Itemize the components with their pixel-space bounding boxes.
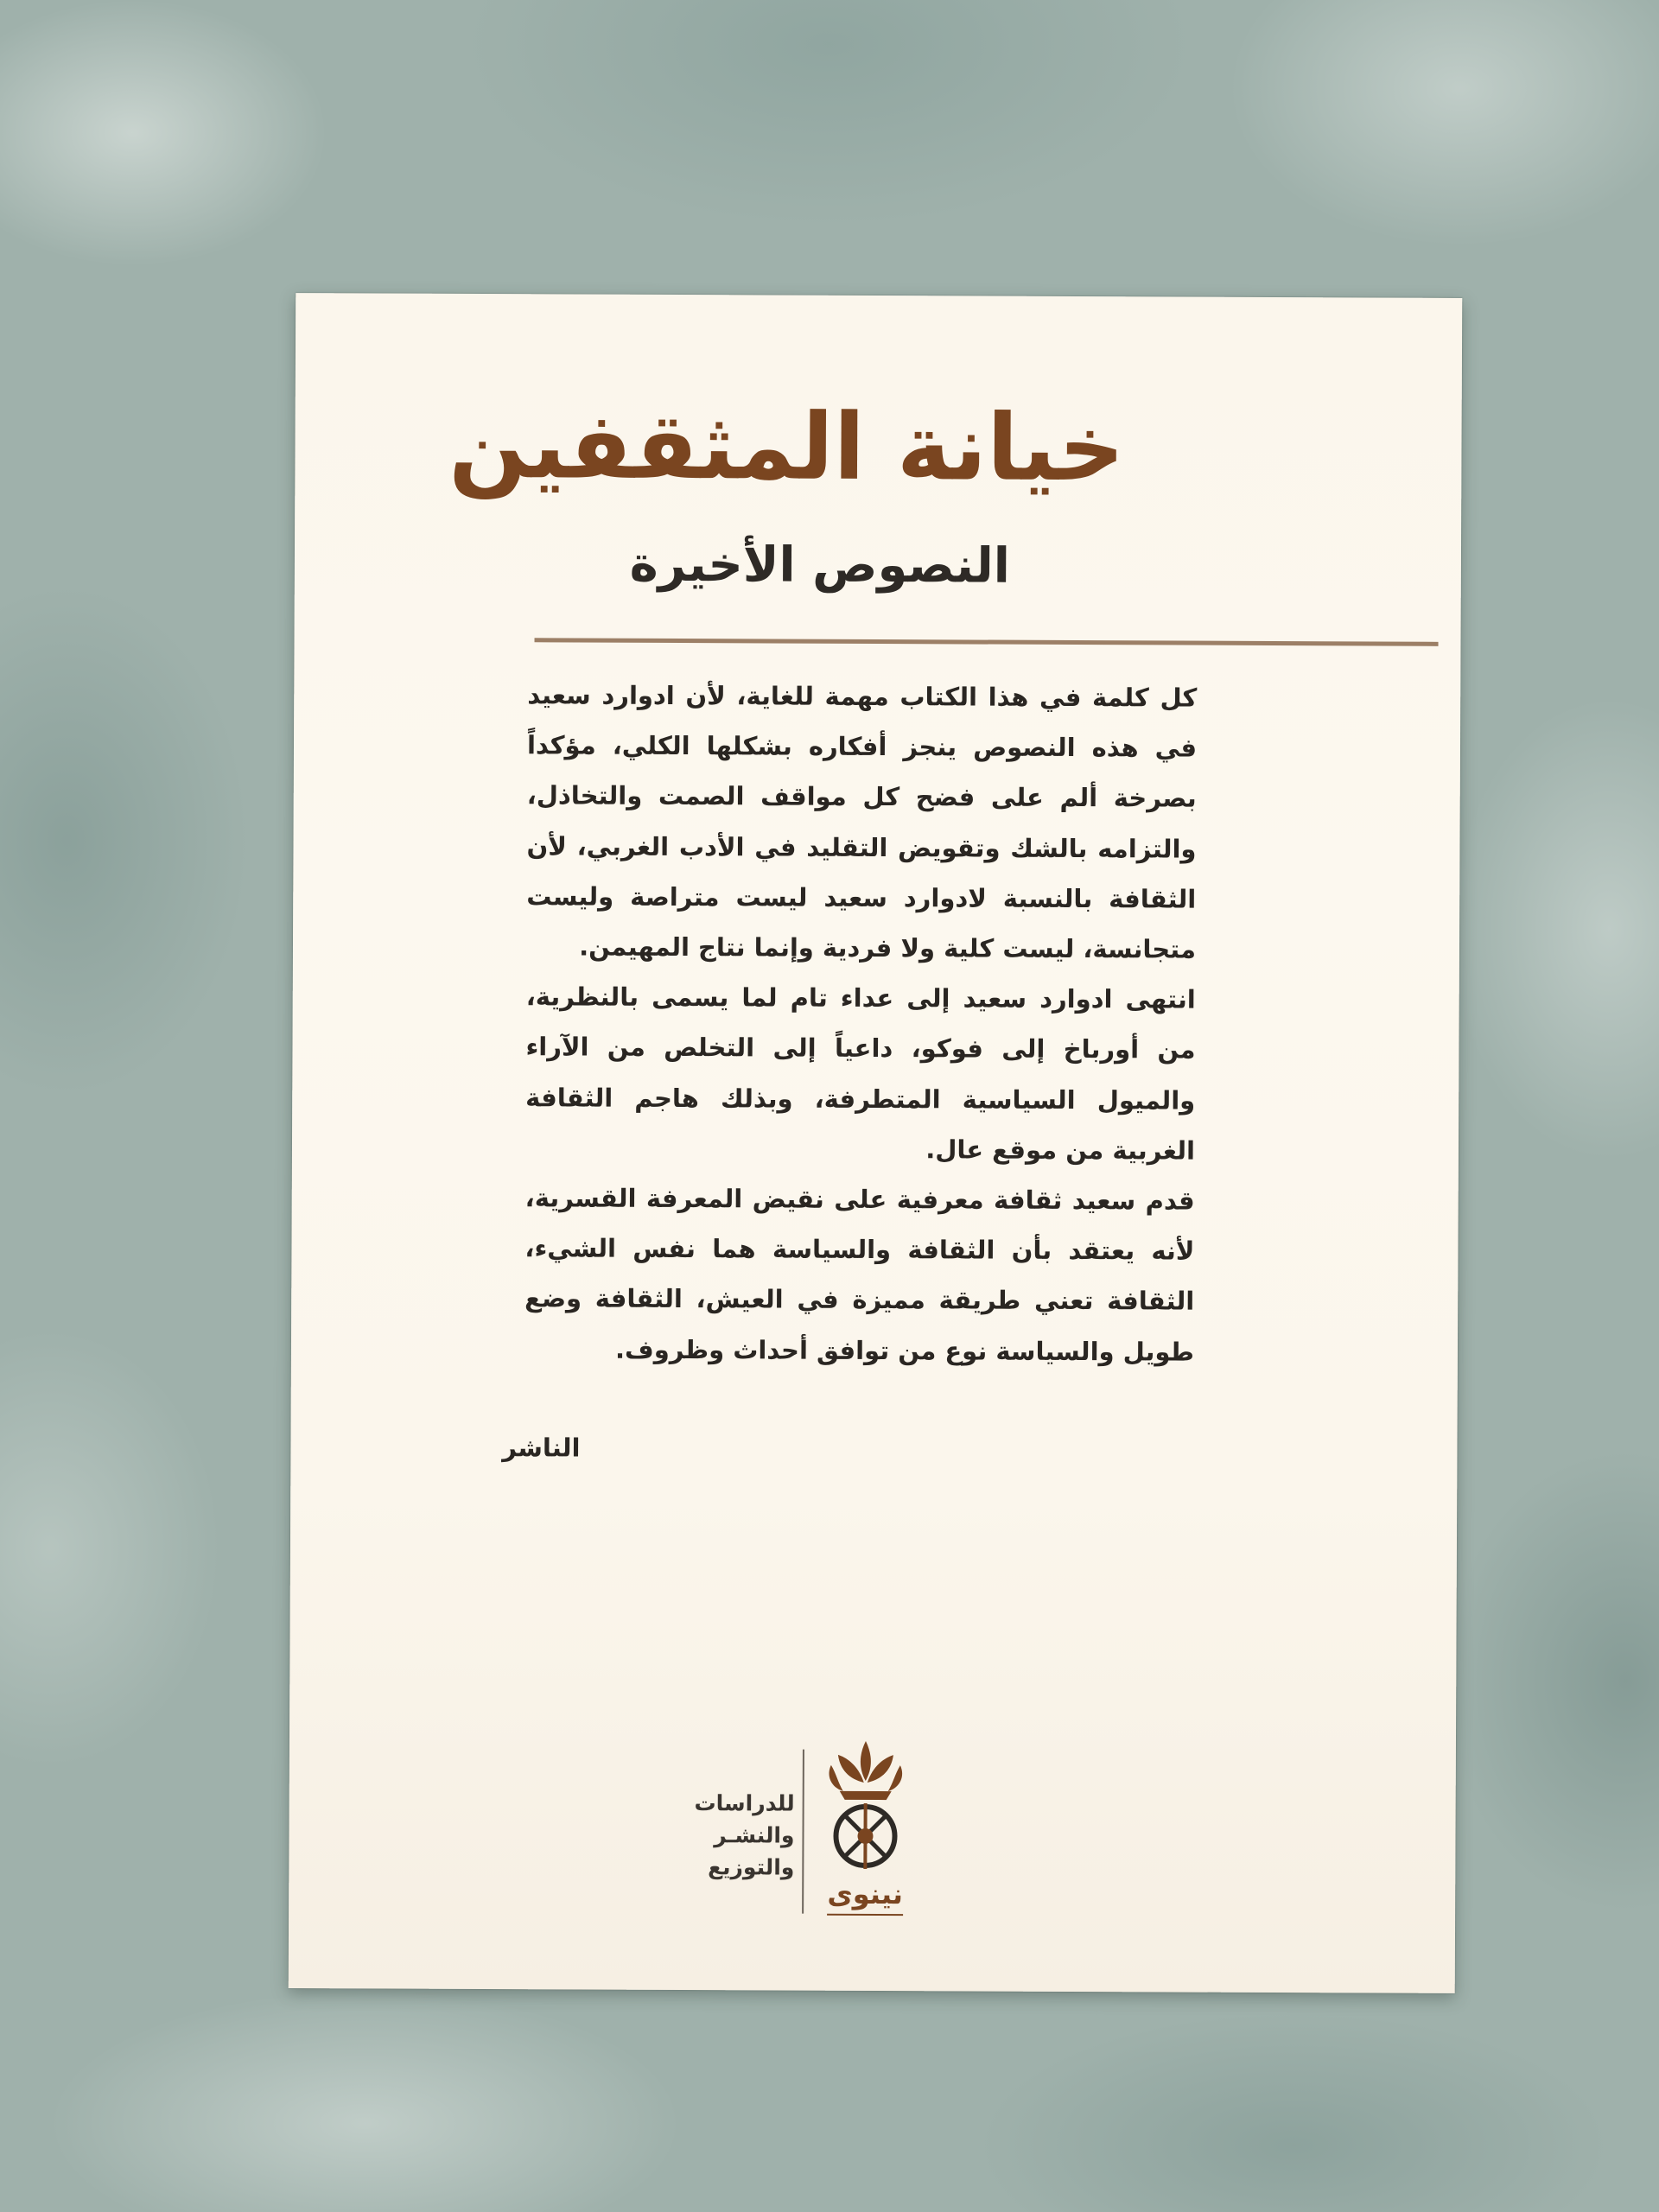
publisher-tagline-line: والنشـر — [714, 1822, 795, 1848]
blurb-paragraph: كل كلمة في هذا الكتاب مهمة للغاية، لأن ادوارد سعيد في هذه النصوص ينجز أفكاره بشكلها الكلي، مؤكداً بصرخة ألم على فضح كل مواقف الصمت والتخاذل، والتزامه بالشك وتقويض التقليد في الأدب الغربي، لأن الثقافة بالنسبة لادوارد سعيد ليست متراصة وليست متجانسة، ليست كلية ولا فردية وإنما نتاج المهيمن. — [526, 680, 1198, 964]
blurb-paragraph: انتهى ادوارد سعيد إلى عداء تام لما يسمى بالنظرية، من أورباخ إلى فوكو، داعياً إلى التخلص من الآراء والميول السياسية المتطرفة، وبذلك هاجم الثقافة الغربية من موقع عال. — [525, 982, 1196, 1166]
publisher-signature: الناشر — [502, 1433, 581, 1463]
publisher-tagline-line: والتوزيع — [708, 1854, 795, 1880]
publisher-block — [690, 1733, 925, 1933]
lotus-emblem-icon — [813, 1734, 918, 1882]
book-subtitle: النصوص الأخيرة — [629, 536, 1011, 594]
publisher-tagline — [694, 1787, 795, 1884]
book-back-cover — [289, 293, 1463, 1993]
book-title: خيانة المثقفين — [448, 391, 1125, 502]
publisher-name: نينوى — [827, 1877, 904, 1911]
blurb-text — [524, 670, 1198, 1376]
title-divider — [535, 638, 1439, 646]
publisher-separator — [802, 1750, 804, 1914]
publisher-tagline-line: للدراسات — [694, 1790, 795, 1816]
blurb-paragraph: قدم سعيد ثقافة معرفية على نقيض المعرفة القسرية، لأنه يعتقد بأن الثقافة والسياسة هما نفس الشيء، الثقافة تعني طريقة مميزة في العيش، الثقافة وضع طويل والسياسة نوع من توافق أحداث وظروف. — [524, 1183, 1195, 1367]
publisher-name-underline — [827, 1914, 903, 1916]
